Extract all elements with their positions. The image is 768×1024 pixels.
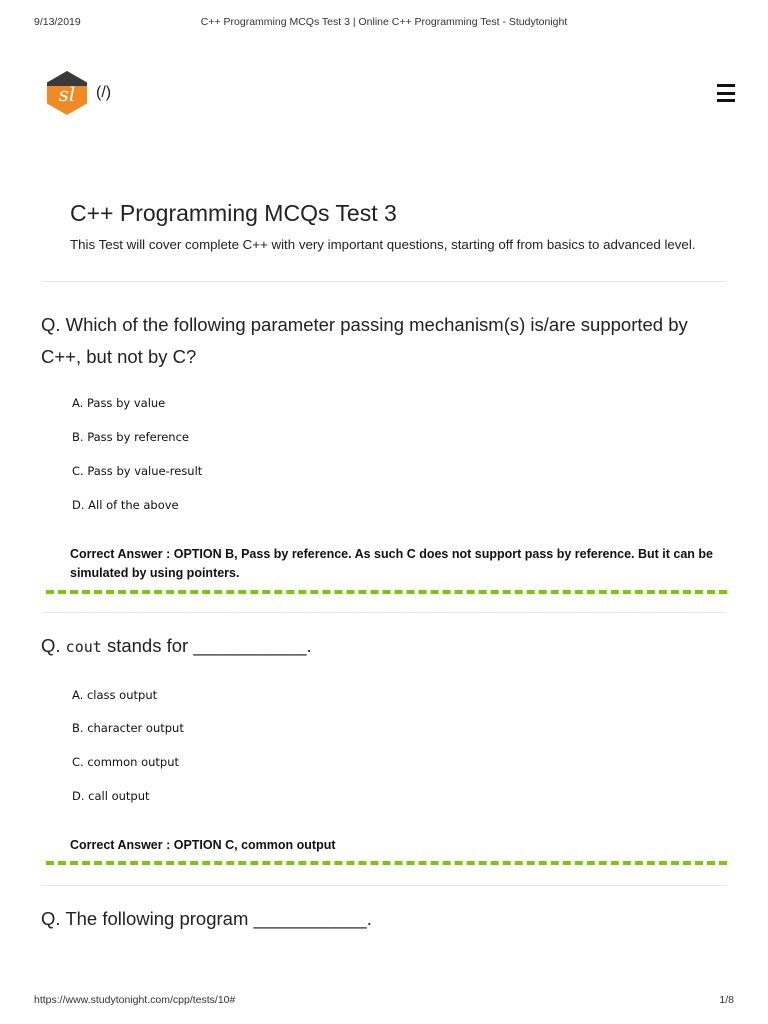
option-c[interactable]: C. common output xyxy=(72,755,180,769)
logo-letters: sl xyxy=(58,82,76,106)
option-a[interactable]: A. Pass by value xyxy=(72,396,166,410)
question-text xyxy=(41,630,728,663)
question-text xyxy=(41,903,728,935)
test-header xyxy=(70,200,728,252)
question-card xyxy=(41,630,728,870)
print-footer xyxy=(34,994,734,1008)
option-b[interactable]: B. character output xyxy=(72,721,184,735)
page-title: C++ Programming MCQs Test 3 xyxy=(70,200,397,226)
question-prefix: Q. xyxy=(41,314,61,335)
home-logo-link[interactable] xyxy=(44,70,111,116)
option-d[interactable]: D. call output xyxy=(72,789,150,803)
correct-answer: Correct Answer : OPTION B, Pass by reference. As such C does not support pass by reference. But it can be simulated by using pointers. xyxy=(70,547,713,580)
option-c[interactable]: C. Pass by value-result xyxy=(72,464,203,478)
question-body: Which of the following parameter passing mechanism(s) is/are supported by C++, but not by C? xyxy=(41,314,688,367)
question-text xyxy=(41,309,728,373)
print-header xyxy=(34,16,734,30)
divider xyxy=(42,281,726,282)
question-card xyxy=(41,309,728,599)
question-prefix: Q. xyxy=(41,908,61,929)
print-url: https://www.studytonight.com/cpp/tests/10# xyxy=(34,994,236,1006)
option-d[interactable]: D. All of the above xyxy=(72,498,179,512)
answer-divider xyxy=(46,861,727,865)
print-page-number: 1/8 xyxy=(719,994,734,1006)
test-description: This Test will cover complete C++ with very important questions, starting off from basics to advanced level. xyxy=(70,237,696,252)
option-b[interactable]: B. Pass by reference xyxy=(72,430,189,444)
answer-divider xyxy=(46,590,727,594)
question-prefix: Q. xyxy=(41,635,61,656)
print-date: 9/13/2019 xyxy=(34,16,81,28)
logo-link-text: (/) xyxy=(96,84,112,101)
print-page-title: C++ Programming MCQs Test 3 | Online C++ Programming Test - Studytonight xyxy=(200,16,568,28)
question-card xyxy=(41,903,728,943)
divider xyxy=(42,885,726,886)
studytonight-logo-icon xyxy=(44,70,90,116)
correct-answer: Correct Answer : OPTION C, common output xyxy=(70,838,336,852)
option-a[interactable]: A. class output xyxy=(72,688,158,702)
question-body: stands for ___________. xyxy=(106,635,312,656)
divider xyxy=(42,612,726,613)
hamburger-menu-icon[interactable] xyxy=(717,84,735,102)
question-body: The following program ___________. xyxy=(65,908,372,929)
question-code: cout xyxy=(65,638,102,656)
